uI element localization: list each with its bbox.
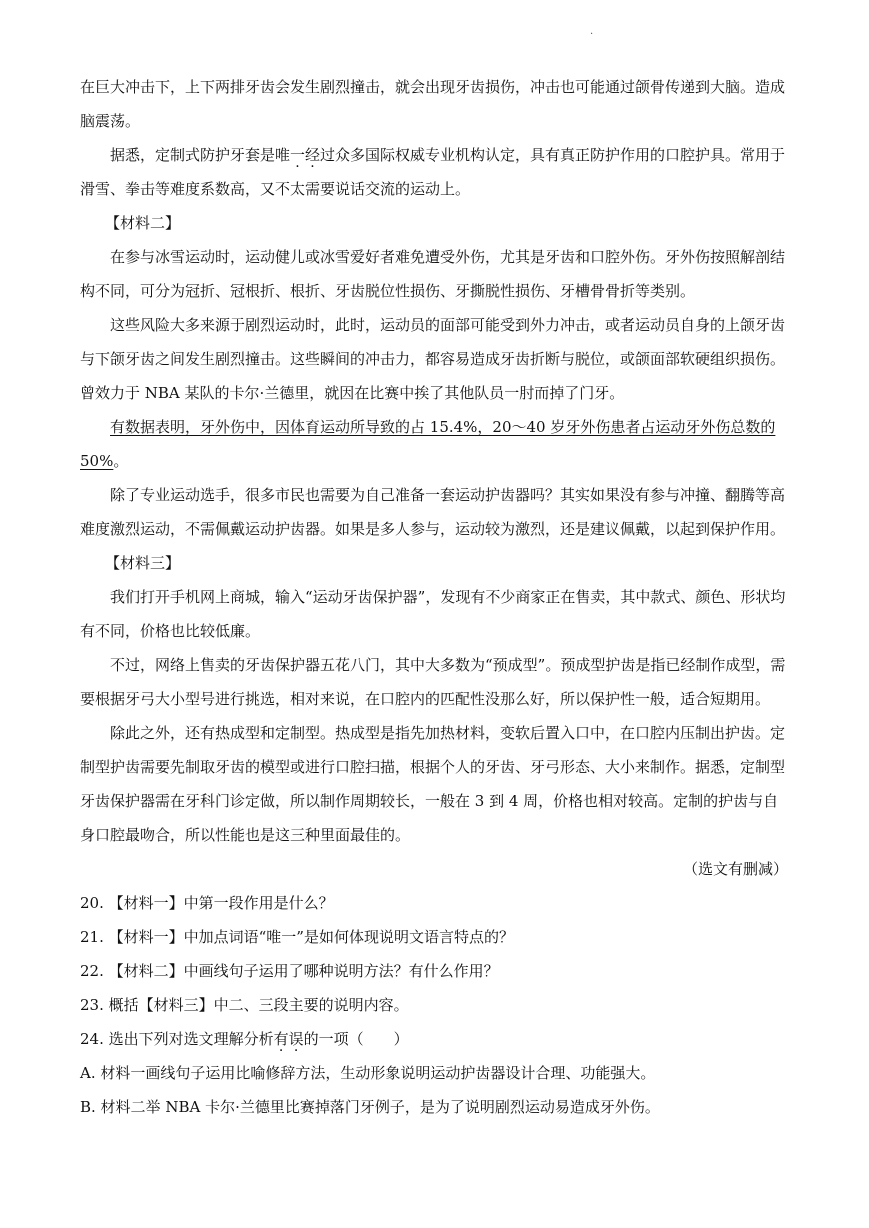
option-a: A. 材料一画线句子运用比喻修辞方法，生动形象说明运动护齿器设计合理、功能强大。 (80, 1064, 656, 1082)
paragraph-2-before: 据悉，定制式防护牙套是 (110, 146, 276, 164)
source-note: （选文有删减） (682, 860, 788, 878)
paragraph-7: 我们打开手机网上商城，输入“运动牙齿保护器”，发现有不少商家正在售卖，其中款式、颜色、形状均有不同，价格也比较低廉。 (80, 588, 786, 640)
question-21: 21. 【材料一】中加点词语“唯一”是如何体现说明文语言特点的？ (80, 928, 514, 946)
paragraph-2 (80, 138, 788, 206)
page-mark: . (590, 26, 594, 37)
q24-emphasis-char-2: 误 (288, 1030, 304, 1048)
question-22: 22. 【材料二】中画线句子运用了哪种说明方法？有什么作用？ (80, 962, 499, 980)
paragraph-4: 这些风险大多来源于剧烈运动时，此时，运动员的面部可能受到外力冲击，或者运动员自身的上颌牙齿与下颌牙齿之间发生剧烈撞击。这些瞬间的冲击力，都容易造成牙齿折断与脱位，或颌面部软硬组织损伤。曾效力于 NBA 某队的卡尔·兰德里，就因在比赛中挨了其他队员一肘而掉了门牙。 (80, 316, 786, 402)
paragraph-3: 在参与冰雪运动时，运动健儿或冰雪爱好者难免遭受外伤，尤其是牙齿和口腔外伤。牙外伤按照解剖结构不同，可分为冠折、冠根折、根折、牙齿脱位性损伤、牙撕脱性损伤、牙槽骨骨折等类别。 (80, 248, 786, 300)
document-body (80, 70, 788, 1124)
paragraph-5-tail: 。 (113, 452, 129, 470)
emphasis-char-2: 一 (290, 146, 306, 164)
question-24 (80, 1022, 788, 1056)
q24-emphasis-char-1: 有 (273, 1030, 289, 1048)
underlined-sentence: 有数据表明，牙外伤中，因体育运动所导致的占 15.4%，20～40 岁牙外伤患者占运动牙外伤总数的 50% (80, 418, 776, 470)
paragraph-9: 除此之外，还有热成型和定制型。热成型是指先加热材料，变软后置入口中，在口腔内压制出护齿。定制型护齿需要先制取牙齿的模型或进行口腔扫描，根据个人的牙齿、牙弓形态、大小来制作。据悉，定制型牙齿保护器需在牙科门诊定做，所以制作周期较长，一般在 3 到 4 周，价格也相对较高。定制的护齿与自身口腔最吻合，所以性能也是这三种里面最佳的。 (80, 724, 786, 844)
paragraph-1: 在巨大冲击下，上下两排牙齿会发生剧烈撞击，就会出现牙齿损伤，冲击也可能通过颌骨传递到大脑。造成脑震荡。 (80, 78, 786, 130)
question-24-after: 的一项（ ） (303, 1030, 409, 1048)
paragraph-6: 除了专业运动选手，很多市民也需要为自己准备一套运动护齿器吗？其实如果没有参与冲撞、翻腾等高难度激烈运动，不需佩戴运动护齿器。如果是多人参与，运动较为激烈，还是建议佩戴，以起到保护作用。 (80, 486, 786, 538)
question-24-before: 24. 选出下列对选文理解分析 (80, 1030, 274, 1048)
material-2-heading: 【材料二】 (105, 214, 181, 232)
option-b: B. 材料二举 NBA 卡尔·兰德里比赛掉落门牙例子，是为了说明剧烈运动易造成牙外伤。 (80, 1098, 660, 1116)
emphasis-char-1: 唯 (275, 146, 291, 164)
question-23: 23. 概括【材料三】中二、三段主要的说明内容。 (80, 996, 409, 1014)
question-20: 20. 【材料一】中第一段作用是什么？ (80, 894, 334, 912)
material-3-heading: 【材料三】 (105, 554, 181, 572)
paragraph-8: 不过，网络上售卖的牙齿保护器五花八门，其中大多数为“预成型”。预成型护齿是指已经制作成型，需要根据牙弓大小型号进行挑选，相对来说，在口腔内的匹配性没那么好，所以保护性一般，适合短期用。 (80, 656, 786, 708)
paragraph-5 (80, 410, 788, 478)
paragraph-2-after: 经过众多国际权威专业机构认定，具有真正防护作用的口腔护具。常用于滑雪、拳击等难度系数高，又不太需要说话交流的运动上。 (80, 146, 786, 198)
